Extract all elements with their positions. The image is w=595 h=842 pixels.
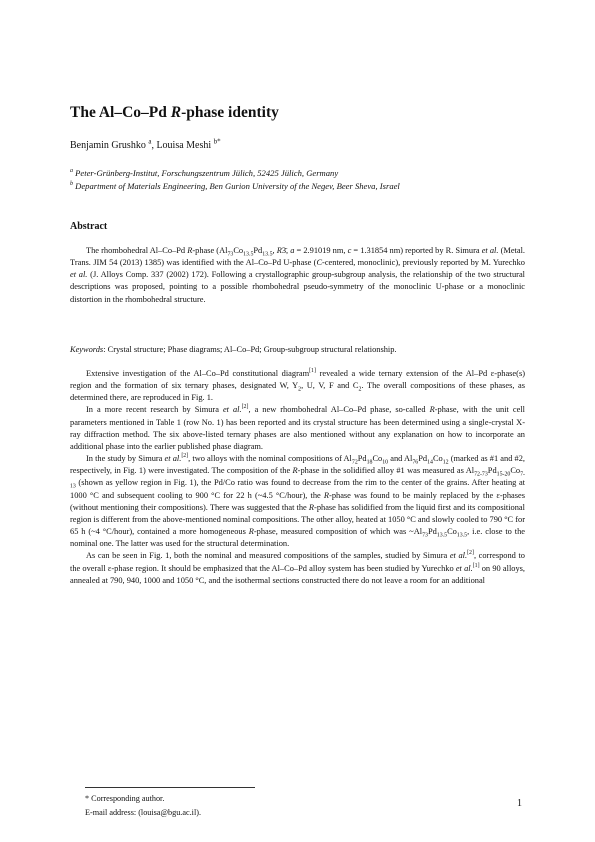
footnote-divider (85, 787, 255, 788)
keywords-line (70, 345, 397, 354)
footnote-email: E-mail address: (louisa@bgu.ac.il). (85, 808, 201, 817)
abstract-heading: Abstract (70, 221, 108, 232)
keywords-label: Keywords (70, 345, 104, 354)
page-number: 1 (517, 798, 522, 809)
abstract-body: The rhombohedral Al–Co–Pd R-phase ($Al_{73}Co_{13.5}Pd_{13.5}$, R3̄, a = 2.91019 nm, c = 1.31854 nm) reported by R. Simura et al. (Metal. Trans. JIM 54 (2013) 1385) was identified with the Al–Co–Pd U-phase (C-centered, monoclinic), previously reported by M. Yurechko et al. (J. Alloys Comp. 337 (2002) 172). Following a crystallographic group-subgroup analysis, the relationship of the two structural descriptions was proposed, pointing to a possible rhombohedral pseudo-symmetry of the monoclinic U-phase or a monoclinic distortion in the rhombohedral structure. (70, 246, 526, 304)
affiliation-a: $^a$ Peter-Grünberg-Institut, Forschungszentrum Jülich, 52425 Jülich, Germany (70, 168, 339, 178)
keywords-text: : Crystal structure; Phase diagrams; Al–Co–Pd; Group-subgroup structural relationship. (103, 345, 397, 354)
body-paragraph: Extensive investigation of the Al–Co–Pd constitutional diagram[1] revealed a wide ternary extension of the Al–Pd ε-phase(s) region and the formation of six ternary phases, designated W, $Y_2$, U, V, F and $C_2$. The overall compositions of these phases, as determined there, are reproduced in Fig. 1. (70, 368, 526, 403)
body-text (70, 368, 525, 587)
author-list: Benjamin Grushko $^a$, Louisa Meshi $^{b*}$ (70, 137, 221, 151)
affiliation-b: $^b$ Department of Materials Engineering, Ben Gurion University of the Negev, Beer Sheva, Israel (70, 181, 400, 191)
footnote-corresponding: * Corresponding author. (85, 794, 165, 803)
body-paragraph: In the study by Simura et al.[2], two alloys with the nominal compositions of $Al_{72}Pd_{18}Co_{10}$ and $Al_{76}Pd_{14}Co_{12}$ (marked as #1 and #2, respectively, in Fig. 1) were investigated. The composition of the R-phase in the solidified alloy #1 was measured as $Al_{72-73}Pd_{15-20}Co_{7-13}$ (shown as yellow region in Fig. 1), the Pd/Co ratio was found to decrease from the rim to the center of the grains. After heating at 1000 °C and subsequent cooling to 900 °C for 22 h (~4.5 °C/hour), the R-phase was found to be mainly replaced by the ε-phases (without mentioning their compositions). There was suggested that the R-phase has solidified from the liquid first and its compositional region is different from the above-mentioned nominal compositions. The other alloy, heated at 1050 °C and slowly cooled to 790 °C for 65 h (~4 °C/hour), contained a more homogeneous R-phase, measured composition of which was $\sim Al_{73}Pd_{13.5}Co_{13.5}$, i.e. close to the nominal one. The latter was used for the structural determination. (70, 453, 525, 549)
body-paragraph: As can be seen in Fig. 1, both the nominal and measured compositions of the samples, studied by Simura et al.[2], correspond to the overall ε-phase region. It should be emphasized that the Al–Co–Pd alloy system has been studied by Yurechko et al.[1] on 90 alloys, annealed at 790, 940, 1000 and 1050 °C, and the isothermal sections constructed there do not leave a room for an additional (70, 550, 525, 585)
body-paragraph: In a more recent research by Simura et al.[2], a new rhombohedral Al–Co–Pd phase, so-called R-phase, with the unit cell parameters mentioned in Table 1 (row No. 1) has been reported and its crystal structure has been determined using a single-crystal X-ray diffraction method. The six above-listed ternary phases are also mentioned without any explanation on how to incorporate an additional phase into the earlier published phase diagram. (70, 404, 525, 451)
paper-title: The Al–Co–Pd R-phase identity (70, 104, 279, 121)
